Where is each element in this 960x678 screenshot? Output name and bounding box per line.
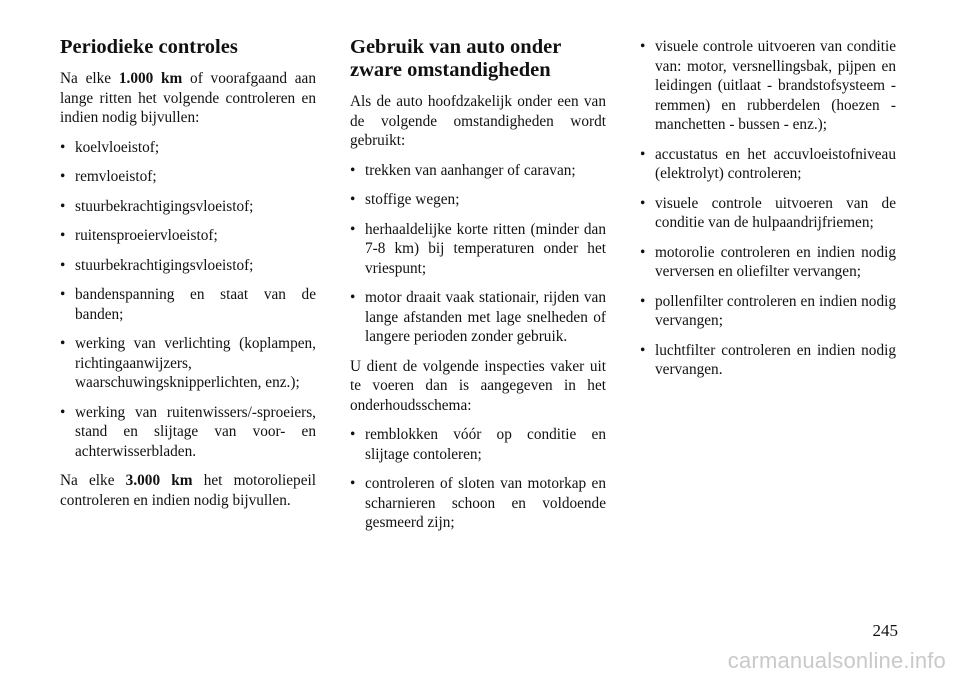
list-item: • stuurbekrachtigingsvloeistof; [60,197,316,217]
section-title-zware-omstandigheden: Gebruik van auto onder zware omstandigheden [350,36,561,81]
list-item: • werking van verlichting (koplampen, richtingaanwijzers, waarschuwingsknipperlichten, enz.); [60,334,316,393]
list-item: • motorolie controleren en indien nodig verversen en oliefilter vervangen; [640,243,896,282]
list-item: • remvloeistof; [60,167,316,187]
intro-paragraph [60,69,316,128]
list-item: • trekken van aanhanger of caravan; [350,161,606,181]
outro-text-start: Na elke [60,472,126,489]
page-number: 245 [872,621,898,640]
inspections-list-continued [640,37,896,380]
list-item: • visuele controle uitvoeren van de conditie van de hulpaandrijfriemen; [640,194,896,233]
list-item: • controleren of sloten van motorkap en scharnieren schoon en voldoende gesmeerd zijn; [350,474,606,533]
conditions-intro: Als de auto hoofdzakelijk onder een van de volgende omstandigheden wordt gebruikt: [350,93,606,149]
conditions-list [350,161,606,347]
watermark: carmanualsonline.info [727,648,946,673]
section-title-periodieke-controles: Periodieke controles [60,36,238,58]
column-right [640,36,896,390]
list-item: • pollenfilter controleren en indien nodig vervangen; [640,292,896,331]
list-item: • stoffige wegen; [350,190,606,210]
inspections-intro: U dient de volgende inspecties vaker uit te voeren dan is aangegeven in het onderhoudsschema: [350,357,606,414]
column-middle [350,36,606,543]
list-item: • accustatus en het accuvloeistofniveau (elektrolyt) controleren; [640,145,896,184]
list-item: • werking van ruitenwissers/-sproeiers, stand en slijtage van voor- en achterwisserbladen. [60,403,316,462]
list-item: • koelvloeistof; [60,138,316,158]
intro-distance: 1.000 km [118,70,183,87]
outro-text-end: het motoroliepeil controleren en indien nodig bijvullen. [60,472,316,509]
list-item: • bandenspanning en staat van de banden; [60,285,316,324]
outro-distance: 3.000 km [125,472,193,489]
inspections-list [350,425,606,533]
list-item: • motor draait vaak stationair, rijden van lange afstanden met lage snelheden of langere perioden zonder gebruik. [350,288,606,347]
list-item: • visuele controle uitvoeren van conditie van: motor, versnellingsbak, pijpen en leidingen (uitlaat - brandstofsysteem - remmen) en rubberdelen (hoezen - manchetten - bussen - enz.); [640,37,896,135]
column-left [60,36,316,520]
intro-text-start: Na elke [60,70,119,87]
list-item: • remblokken vóór op conditie en slijtage contoleren; [350,425,606,464]
list-item: • herhaaldelijke korte ritten (minder dan 7-8 km) bij temperaturen onder het vriespunt; [350,220,606,279]
list-item: • stuurbekrachtigingsvloeistof; [60,256,316,276]
list-item: • ruitensproeiervloeistof; [60,226,316,246]
list-item: • luchtfilter controleren en indien nodig vervangen. [640,341,896,380]
outro-paragraph [60,471,316,510]
intro-text-end: of voorafgaand aan lange ritten het volgende controleren en indien nodig bijvullen: [60,70,316,126]
check-list [60,138,316,462]
